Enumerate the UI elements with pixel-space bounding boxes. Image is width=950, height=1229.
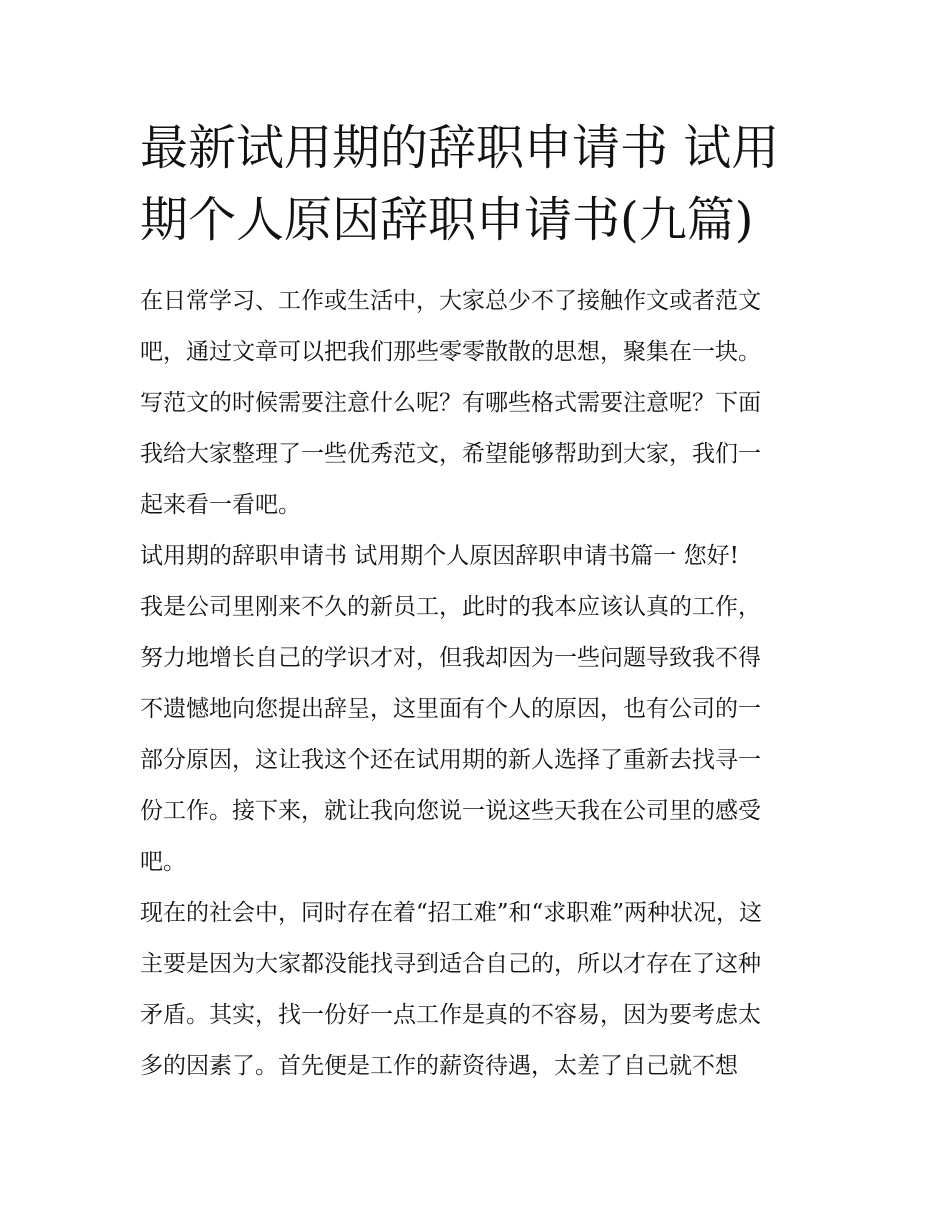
body-line: 起来看一看吧。 [140, 492, 301, 518]
body-line: 矛盾。其实，找一份好一点工作是真的不容易，因为要考虑太 [140, 1002, 761, 1028]
body-line: 在日常学习、工作或生活中，大家总少不了接触作文或者范文 [140, 288, 761, 314]
body-line: 吧。 [140, 849, 186, 875]
title-line: 期个人原因辞职申请书(九篇) [140, 192, 754, 248]
document-body [140, 276, 820, 1092]
body-line: 吧，通过文章可以把我们那些零零散散的思想，聚集在一块。 [140, 339, 761, 365]
body-line: 我是公司里刚来不久的新员工，此时的我本应该认真的工作， [140, 594, 761, 620]
body-line: 我给大家整理了一些优秀范文，希望能够帮助到大家，我们一 [140, 441, 761, 467]
body-line: 努力地增长自己的学识才对，但我却因为一些问题导致我不得 [140, 645, 761, 671]
body-line: 不遗憾地向您提出辞呈，这里面有个人的原因，也有公司的一 [140, 696, 761, 722]
body-line: 现在的社会中，同时存在着“招工难”和“求职难”两种状况，这 [140, 900, 763, 926]
body-line: 试用期的辞职申请书 试用期个人原因辞职申请书篇一 您好! [140, 543, 739, 569]
body-line: 写范文的时候需要注意什么呢？有哪些格式需要注意呢？下面 [140, 390, 761, 416]
title-line: 最新试用期的辞职申请书 试用 [140, 120, 780, 176]
body-line: 多的因素了。首先便是工作的薪资待遇，太差了自己就不想 [140, 1053, 738, 1079]
body-line: 主要是因为大家都没能找寻到适合自己的，所以才存在了这种 [140, 951, 761, 977]
body-line: 部分原因，这让我这个还在试用期的新人选择了重新去找寻一 [140, 747, 761, 773]
document-title [140, 112, 820, 256]
body-line: 份工作。接下来，就让我向您说一说这些天我在公司里的感受 [140, 798, 761, 824]
